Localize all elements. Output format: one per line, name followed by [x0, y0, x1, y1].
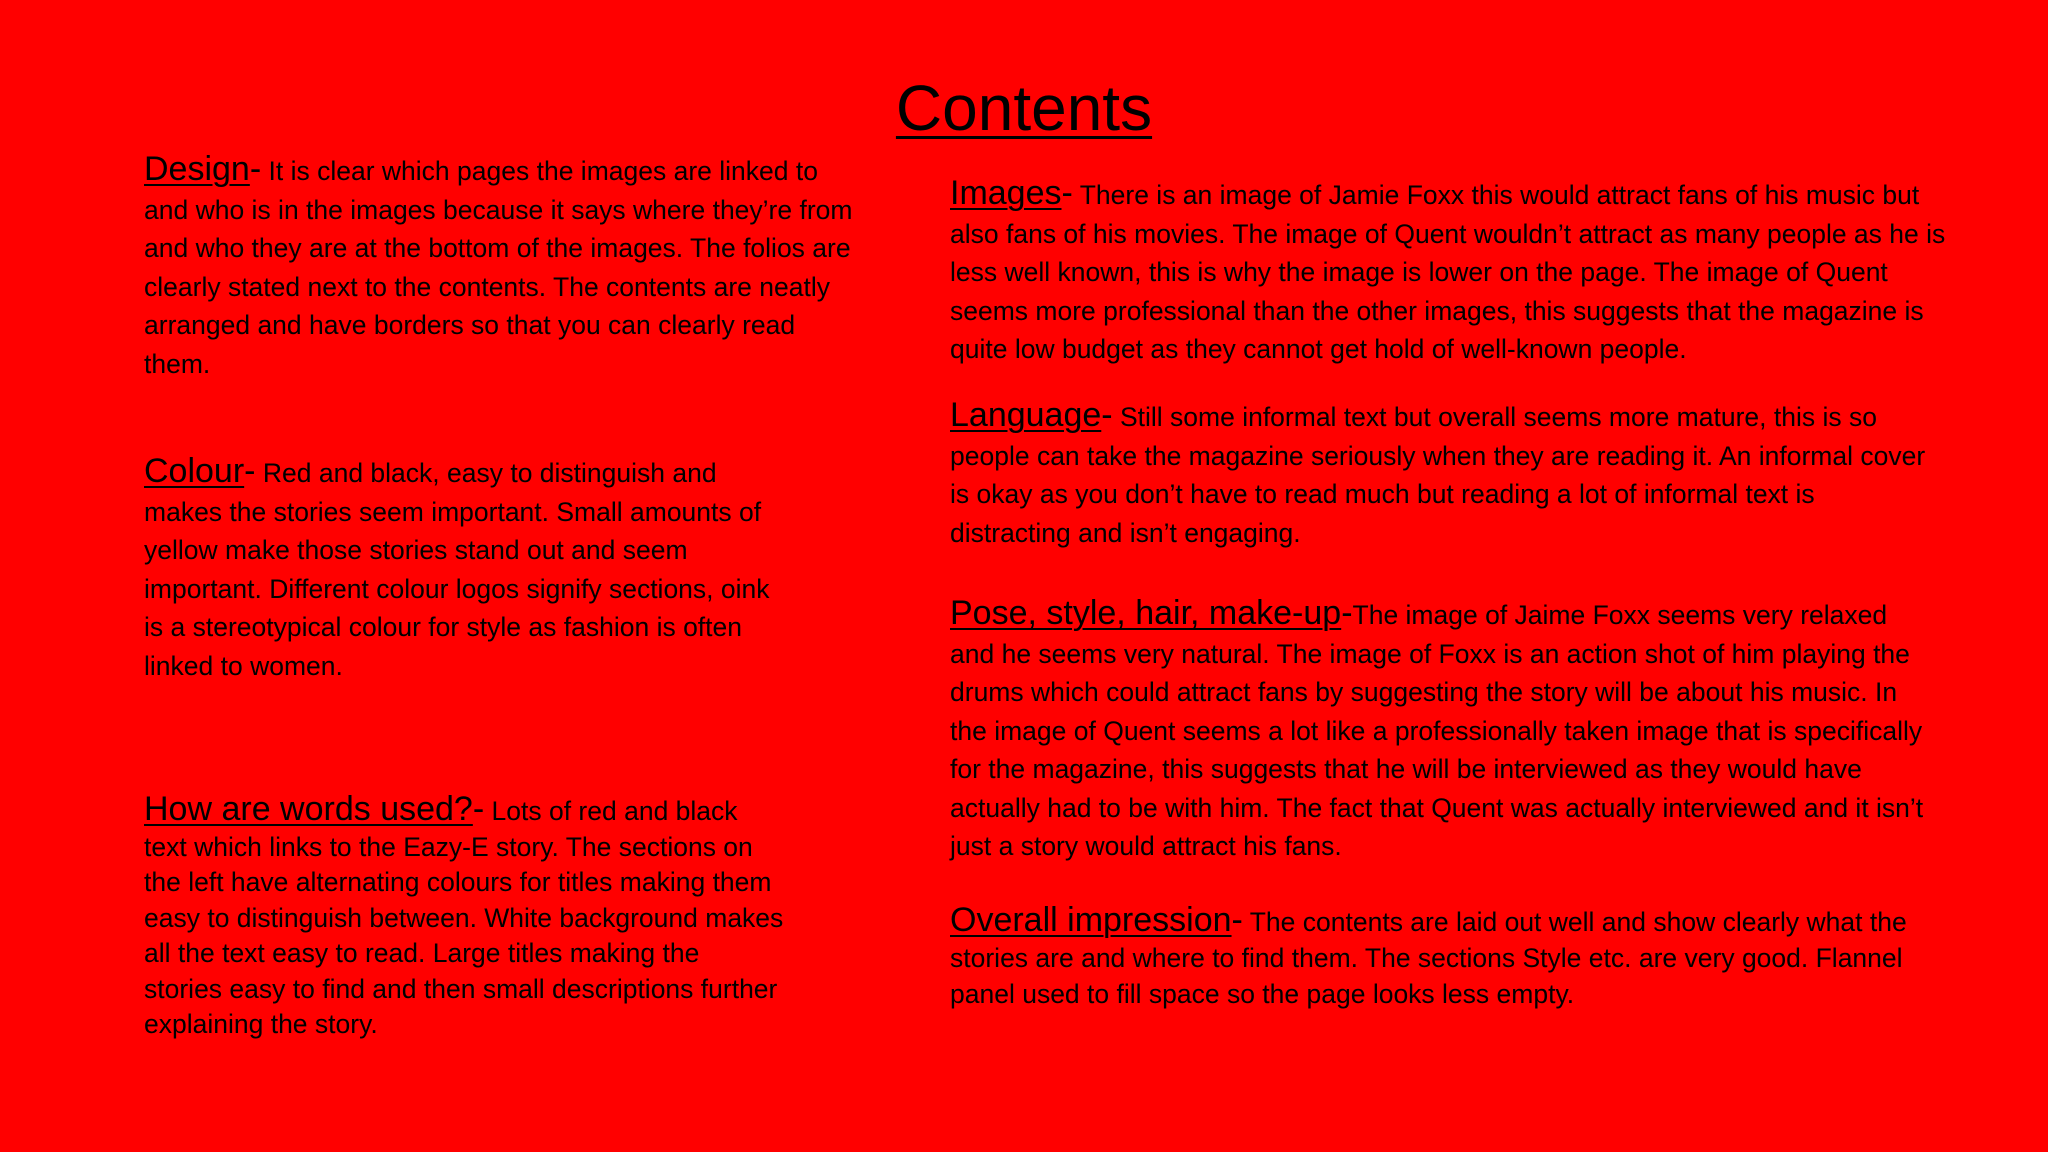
section-images-heading: Images: [950, 174, 1062, 212]
section-language-body: Still some informal text but overall seems more mature, this is so people can take the magazine seriously when they are reading it. An informal cover is okay as you don’t have to read much but reading a lot of informal text is distracting and isn’t engaging.: [950, 402, 1926, 548]
slide-title: Contents: [895, 72, 1153, 144]
section-language-heading: Language: [950, 396, 1102, 434]
section-colour: [144, 452, 784, 685]
section-colour-heading: Colour: [144, 452, 245, 490]
section-pose: [950, 594, 1930, 866]
section-overall: [950, 902, 1930, 1012]
section-words-body: Lots of red and black text which links to the Eazy-E story. The sections on the left have alternating colours for titles making them easy to distinguish between. White background makes all the text easy to read. Large titles making the stories easy to find and then small descriptions further explaining the story.: [144, 796, 784, 1039]
section-language: [950, 396, 1930, 552]
section-pose-separator: -: [1341, 594, 1353, 632]
section-overall-separator: -: [1231, 901, 1243, 939]
section-images-body: There is an image of Jamie Foxx this would attract fans of his music but also fans of his movies. The image of Quent wouldn’t attract as many people as he is less well known, this is why the image is lower on the page. The image of Quent seems more professional than the other images, this suggests that the magazine is quite low budget as they cannot get hold of well-known people.: [950, 180, 1946, 364]
section-design-body: It is clear which pages the images are linked to and who is in the images because it says where they’re from and who they are at the bottom of the images. The folios are clearly stated next to the contents. The contents are neatly arranged and have borders so that you can clearly read them.: [144, 156, 853, 379]
section-words-heading: How are words used?: [144, 790, 473, 828]
section-design-heading: Design: [144, 150, 250, 188]
section-colour-separator: -: [244, 452, 256, 490]
section-pose-body: The image of Jaime Foxx seems very relaxed and he seems very natural. The image of Foxx is an action shot of him playing the drums which could attract fans by suggesting the story will be about his music. In the image of Quent seems a lot like a professionally taken image that is specifically for the magazine, this suggests that he will be interviewed as they would have actually had to be with him. The fact that Quent was actually interviewed and it isn’t just a story would attract his fans.: [950, 600, 1924, 861]
section-words-separator: -: [472, 790, 485, 828]
section-images-separator: -: [1061, 174, 1073, 212]
section-pose-heading: Pose, style, hair, make-up: [950, 594, 1342, 632]
section-words: [144, 792, 784, 1043]
section-images: [950, 174, 1960, 369]
section-overall-heading: Overall impression: [950, 901, 1232, 939]
section-design-separator: -: [249, 150, 262, 188]
section-design: [144, 150, 864, 383]
section-colour-body: Red and black, easy to distinguish and makes the stories seem important. Small amounts of yellow make those stories stand out and seem important. Different colour logos signify sections, oink is a stereotypical colour for style as fashion is often linked to women.: [144, 458, 770, 681]
section-language-separator: -: [1101, 396, 1113, 434]
section-overall-body: The contents are laid out well and show clearly what the stories are and where to find them. The sections Style etc. are very good. Flannel panel used to fill space so the page looks less empty.: [950, 907, 1907, 1009]
